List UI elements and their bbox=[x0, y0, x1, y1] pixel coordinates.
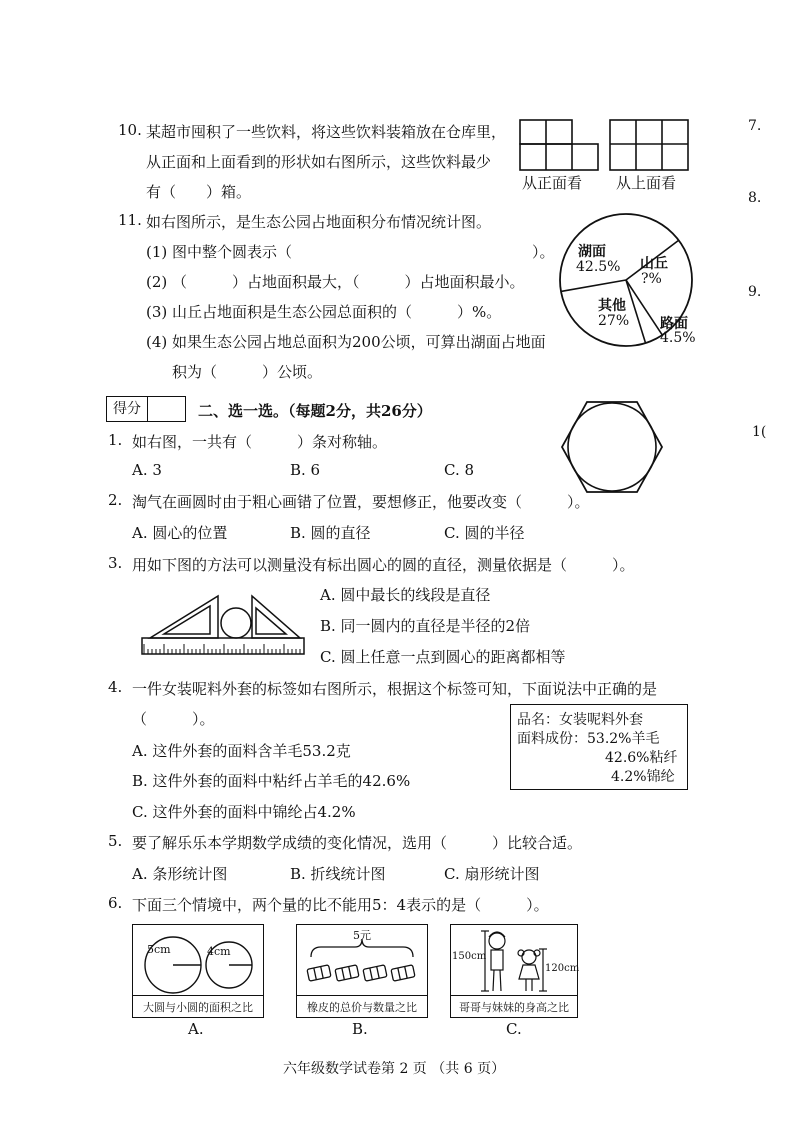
mc1-option-c: C. 8 bbox=[444, 461, 475, 479]
q6b-caption: 橡皮的总价与数量之比 bbox=[297, 995, 427, 1015]
q6a-letter: A. bbox=[188, 1020, 204, 1038]
mc3-number: 3. bbox=[108, 554, 123, 572]
q10-line2: 从正面和上面看到的形状如右图所示，这些饮料最少 bbox=[146, 153, 492, 171]
mc4-option-b: B. 这件外套的面料中粘纤占羊毛的42.6% bbox=[132, 772, 411, 790]
label-line2: 面料成份：53.2%羊毛 bbox=[517, 731, 660, 747]
mc3-stem: 用如下图的方法可以测量没有标出圆心的圆的直径，测量依据是（ ）。 bbox=[132, 556, 635, 574]
q6a-caption: 大圆与小圆的面积之比 bbox=[133, 995, 263, 1015]
score-label: 得分 bbox=[107, 397, 148, 421]
margin-number-9: 9. bbox=[748, 284, 762, 300]
mc4-stem: 一件女装呢料外套的标签如右图所示，根据这个标签可知，下面说法中正确的是 bbox=[132, 680, 658, 698]
q6b-price: 5元 bbox=[353, 929, 371, 942]
q10-number: 10. bbox=[118, 121, 142, 139]
label-line1: 品名：女装呢料外套 bbox=[517, 712, 643, 728]
q11-sub2: (2) （ ）占地面积最大，（ ）占地面积最小。 bbox=[146, 273, 525, 291]
mc2-stem: 淘气在画圆时由于粗心画错了位置，要想修正，他要改变（ ）。 bbox=[132, 493, 590, 511]
pie-label-hill: 山丘 bbox=[640, 256, 668, 272]
pie-label-lake: 湖面 bbox=[578, 244, 606, 260]
q6a-radius2: 4cm bbox=[207, 945, 231, 958]
page-footer: 六年级数学试卷第 2 页 （共 6 页） bbox=[283, 1061, 506, 1077]
mc3-option-b: B. 同一圆内的直径是半径的2倍 bbox=[320, 617, 531, 635]
mc2-option-c: C. 圆的半径 bbox=[444, 524, 525, 542]
q11-number: 11. bbox=[118, 211, 142, 229]
mc4-option-a: A. 这件外套的面料含羊毛53.2克 bbox=[132, 742, 351, 760]
q10-top-label: 从上面看 bbox=[616, 174, 677, 192]
pie-slice-other-edge bbox=[626, 280, 646, 343]
q10-front-label: 从正面看 bbox=[522, 174, 583, 192]
margin-number-10: 1( bbox=[752, 424, 767, 440]
mc4-number: 4. bbox=[108, 678, 123, 696]
q10-line3: 有（ ）箱。 bbox=[146, 183, 252, 201]
q6c-height1: 150cm bbox=[452, 951, 487, 962]
mc1-stem: 如右图，一共有（ ）条对称轴。 bbox=[132, 433, 388, 451]
mc5-option-a: A. 条形统计图 bbox=[132, 865, 228, 883]
ruler-triangles-figure bbox=[140, 592, 308, 658]
section2-title: 二、选一选。（每题2分，共26分） bbox=[198, 402, 432, 420]
mc2-option-b: B. 圆的直径 bbox=[290, 524, 371, 542]
two-circles-figure bbox=[133, 925, 263, 995]
mc4-stem2: （ ）。 bbox=[132, 710, 215, 728]
q11-sub1: (1) 图中整个圆表示（ ）。 bbox=[146, 243, 555, 261]
mc5-stem: 要了解乐乐本学期数学成绩的变化情况，选用（ ）比较合适。 bbox=[132, 834, 583, 852]
q6c-caption: 哥哥与妹妹的身高之比 bbox=[451, 995, 577, 1015]
score-box bbox=[106, 396, 186, 422]
mc3-option-c: C. 圆上任意一点到圆心的距离都相等 bbox=[320, 648, 566, 666]
mc2-number: 2. bbox=[108, 491, 123, 509]
mc6-stem: 下面三个情境中，两个量的比不能用5：4表示的是（ ）。 bbox=[132, 896, 549, 914]
pie-value-road: 4.5% bbox=[660, 330, 696, 346]
q10-top-view-grid bbox=[608, 118, 690, 172]
q10-line1: 某超市囤积了一些饮料，将这些饮料装箱放在仓库里， bbox=[146, 123, 507, 141]
q6b-letter: B. bbox=[352, 1020, 368, 1038]
q11-sub4b: 积为（ ）公顷。 bbox=[172, 363, 323, 381]
q11-sub3: (3) 山丘占地面积是生态公园总面积的（ ）%。 bbox=[146, 303, 502, 321]
q6-figure-c bbox=[450, 924, 578, 1018]
q6-figure-b bbox=[296, 924, 428, 1018]
q10-front-view-grid bbox=[518, 118, 600, 172]
margin-number-7: 7. bbox=[748, 118, 762, 134]
mc5-option-b: B. 折线统计图 bbox=[290, 865, 386, 883]
mc5-number: 5. bbox=[108, 832, 123, 850]
mc1-option-a: A. 3 bbox=[132, 461, 162, 479]
pie-slice-lake-edge bbox=[561, 280, 626, 291]
mc2-option-a: A. 圆心的位置 bbox=[132, 524, 228, 542]
label-line3: 42.6%粘纤 bbox=[605, 750, 678, 766]
mc4-option-c: C. 这件外套的面料中锦纶占4.2% bbox=[132, 803, 356, 821]
pie-slice-road-edge bbox=[626, 280, 662, 335]
q6c-letter: C. bbox=[506, 1020, 522, 1038]
q6c-height2: 120cm bbox=[545, 963, 580, 974]
mc1-option-b: B. 6 bbox=[290, 461, 321, 479]
pie-label-road: 路面 bbox=[660, 316, 688, 332]
hexagon-figure bbox=[560, 400, 664, 494]
pie-value-lake: 42.5% bbox=[576, 259, 621, 275]
mc6-number: 6. bbox=[108, 894, 123, 912]
clothing-label-box bbox=[510, 704, 688, 790]
mc3-option-a: A. 圆中最长的线段是直径 bbox=[320, 586, 491, 604]
margin-number-8: 8. bbox=[748, 190, 762, 206]
q11-stem: 如右图所示，是生态公园占地面积分布情况统计图。 bbox=[146, 213, 492, 231]
label-line4: 4.2%锦纶 bbox=[611, 769, 675, 785]
pie-value-other: 27% bbox=[598, 313, 630, 329]
mc5-option-c: C. 扇形统计图 bbox=[444, 865, 540, 883]
pie-label-other: 其他 bbox=[598, 298, 626, 314]
q6-figure-a bbox=[132, 924, 264, 1018]
q11-sub4a: (4) 如果生态公园占地总面积为200公顷，可算出湖面占地面 bbox=[146, 333, 546, 351]
q6a-radius1: 5cm bbox=[147, 943, 171, 956]
mc1-number: 1. bbox=[108, 431, 123, 449]
pie-value-hill: ?% bbox=[641, 271, 662, 287]
